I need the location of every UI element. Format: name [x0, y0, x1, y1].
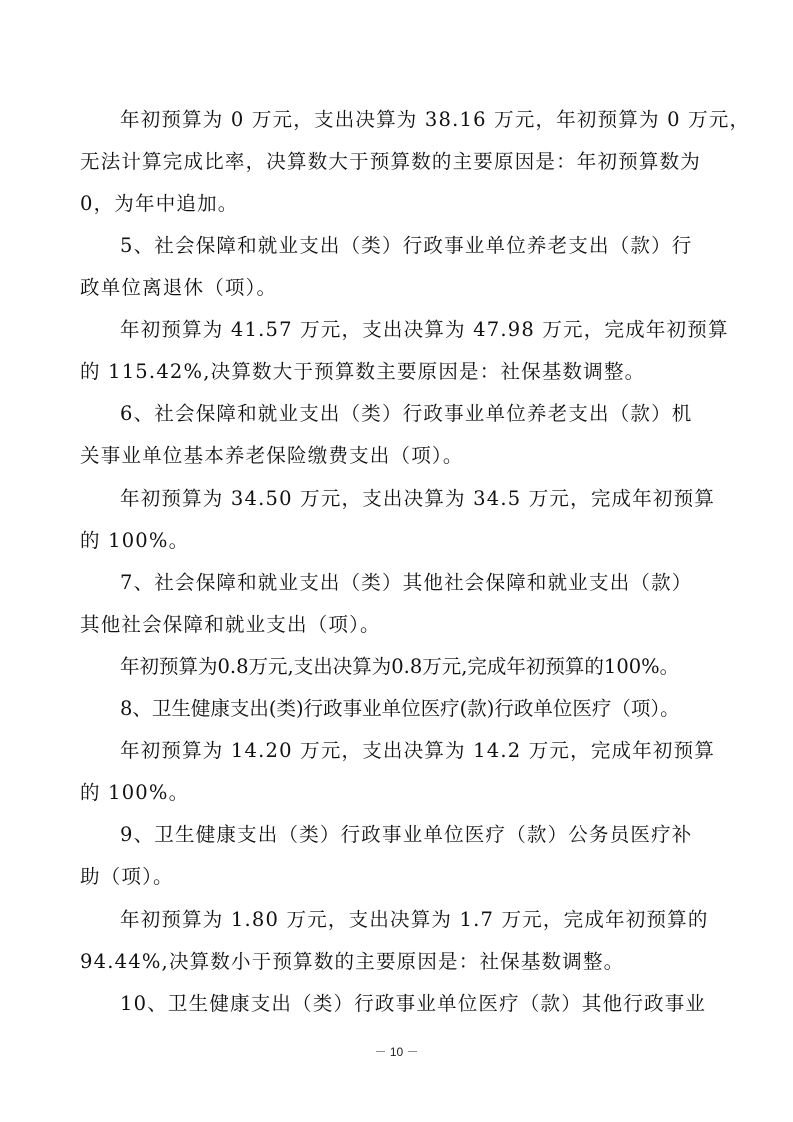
paragraph-line: 年初预算为0.8万元,支出决算为0.8万元,完成年初预算的100%。: [120, 655, 680, 678]
section-heading-10: 10、卫生健康支出（类）行政事业单位医疗（款）其他行政事业: [120, 992, 707, 1015]
section-heading-6: 6、社会保障和就业支出（类）行政事业单位养老支出（款）机: [120, 402, 693, 425]
section-heading-9-cont: 助（项）。: [80, 865, 174, 888]
section-heading-5: 5、社会保障和就业支出（类）行政事业单位养老支出（款）行: [120, 234, 693, 257]
paragraph-line: 无法计算完成比率，决算数大于预算数的主要原因是：年初预算数为: [80, 150, 702, 173]
section-heading-5-cont: 政单位离退休（项）。: [80, 276, 278, 299]
paragraph-line: 年初预算为 0 万元，支出决算为 38.16 万元，年初预算为 0 万元，: [120, 108, 751, 131]
page-number: － 10 －: [374, 1045, 419, 1059]
paragraph-line: 0，为年中追加。: [80, 192, 239, 215]
paragraph-line: 年初预算为 1.80 万元，支出决算为 1.7 万元，完成年初预算的: [120, 908, 709, 931]
paragraph-line: 年初预算为 34.50 万元，支出决算为 34.5 万元，完成年初预算: [120, 487, 716, 510]
section-heading-9: 9、卫生健康支出（类）行政事业单位医疗（款）公务员医疗补: [120, 823, 693, 846]
paragraph-line: 年初预算为 14.20 万元，支出决算为 14.2 万元，完成年初预算: [120, 739, 716, 762]
paragraph-line: 的 115.42%,决算数大于预算数主要原因是：社保基数调整。: [80, 360, 646, 383]
paragraph-line: 年初预算为 41.57 万元，支出决算为 47.98 万元，完成年初预算: [120, 318, 729, 341]
paragraph-line: 的 100%。: [80, 529, 190, 552]
section-heading-7: 7、社会保障和就业支出（类）其他社会保障和就业支出（款）: [120, 571, 693, 594]
section-heading-7-cont: 其他社会保障和就业支出（项）。: [80, 613, 381, 636]
section-heading-6-cont: 关事业单位基本养老保险缴费支出（项）。: [80, 444, 464, 467]
paragraph-line: 的 100%。: [80, 781, 190, 804]
section-heading-8: 8、卫生健康支出(类)行政事业单位医疗(款)行政单位医疗（项）。: [120, 697, 680, 720]
paragraph-line: 94.44%,决算数小于预算数的主要原因是：社保基数调整。: [80, 950, 625, 973]
